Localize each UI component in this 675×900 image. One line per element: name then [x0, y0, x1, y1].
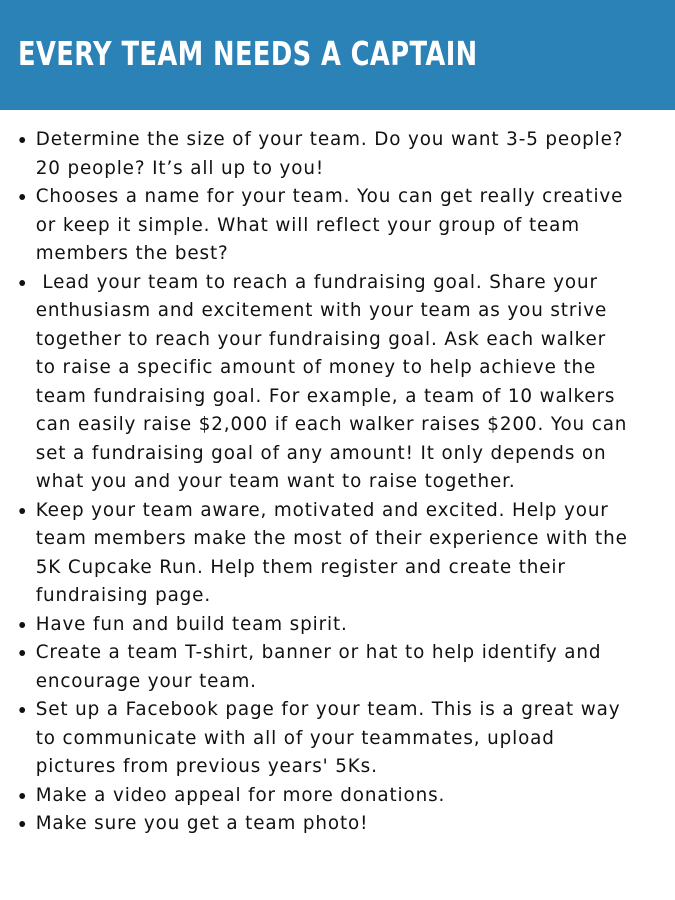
- list-item: [0, 610, 651, 639]
- bullet-icon: [19, 707, 25, 713]
- header-banner: [0, 0, 675, 110]
- content-area: [0, 125, 675, 838]
- bullet-icon: [19, 793, 25, 799]
- list-item: [0, 809, 651, 838]
- list-item-text: Set up a Facebook page for your team. This is a great way to communicate with all of your teammates, upload pictures from previous years' 5Ks.: [35, 698, 628, 777]
- list-item: [0, 496, 651, 610]
- bullet-icon: [19, 137, 25, 143]
- bullet-list: [0, 125, 675, 838]
- list-item-text: Make a video appeal for more donations.: [35, 783, 446, 806]
- list-item: [0, 695, 651, 781]
- list-item-text: Lead your team to reach a fundraising goal. Share your enthusiasm and excitement with your team as you strive together to reach your fundraising goal. Ask each walker to raise a specific amount of money to help achieve the team fundraising goal. For example, a team of 10 walkers can easily raise $2,000 if each walker raises $200. You can set a fundraising goal of any amount! It only depends on what you and your team want to raise together.: [35, 270, 635, 492]
- list-item: [0, 638, 651, 695]
- bullet-icon: [19, 280, 25, 286]
- page-title: EVERY TEAM NEEDS A CAPTAIN: [18, 34, 478, 73]
- bullet-icon: [19, 821, 25, 827]
- list-item: [0, 268, 651, 496]
- list-item-text: Determine the size of your team. Do you want 3-5 people? 20 people? It’s all up to you!: [35, 128, 631, 179]
- list-item: [0, 125, 651, 182]
- list-item-text: Keep your team aware, motivated and excited. Help your team members make the most of their experience with the 5K Cupcake Run. Help them register and create their fundraising page.: [35, 498, 635, 606]
- list-item: [0, 182, 651, 268]
- bullet-icon: [19, 622, 25, 628]
- list-item-text: Create a team T-shirt, banner or hat to help identify and encourage your team.: [35, 641, 609, 692]
- list-item-text: Make sure you get a team photo!: [35, 812, 369, 834]
- bullet-icon: [19, 194, 25, 200]
- list-item-text: Have fun and build team spirit.: [35, 612, 348, 635]
- list-item-text: Chooses a name for your team. You can get really creative or keep it simple. What will reflect your group of team members the best?: [35, 185, 630, 264]
- list-item: [0, 781, 651, 810]
- bullet-icon: [19, 508, 25, 514]
- bullet-icon: [19, 650, 25, 656]
